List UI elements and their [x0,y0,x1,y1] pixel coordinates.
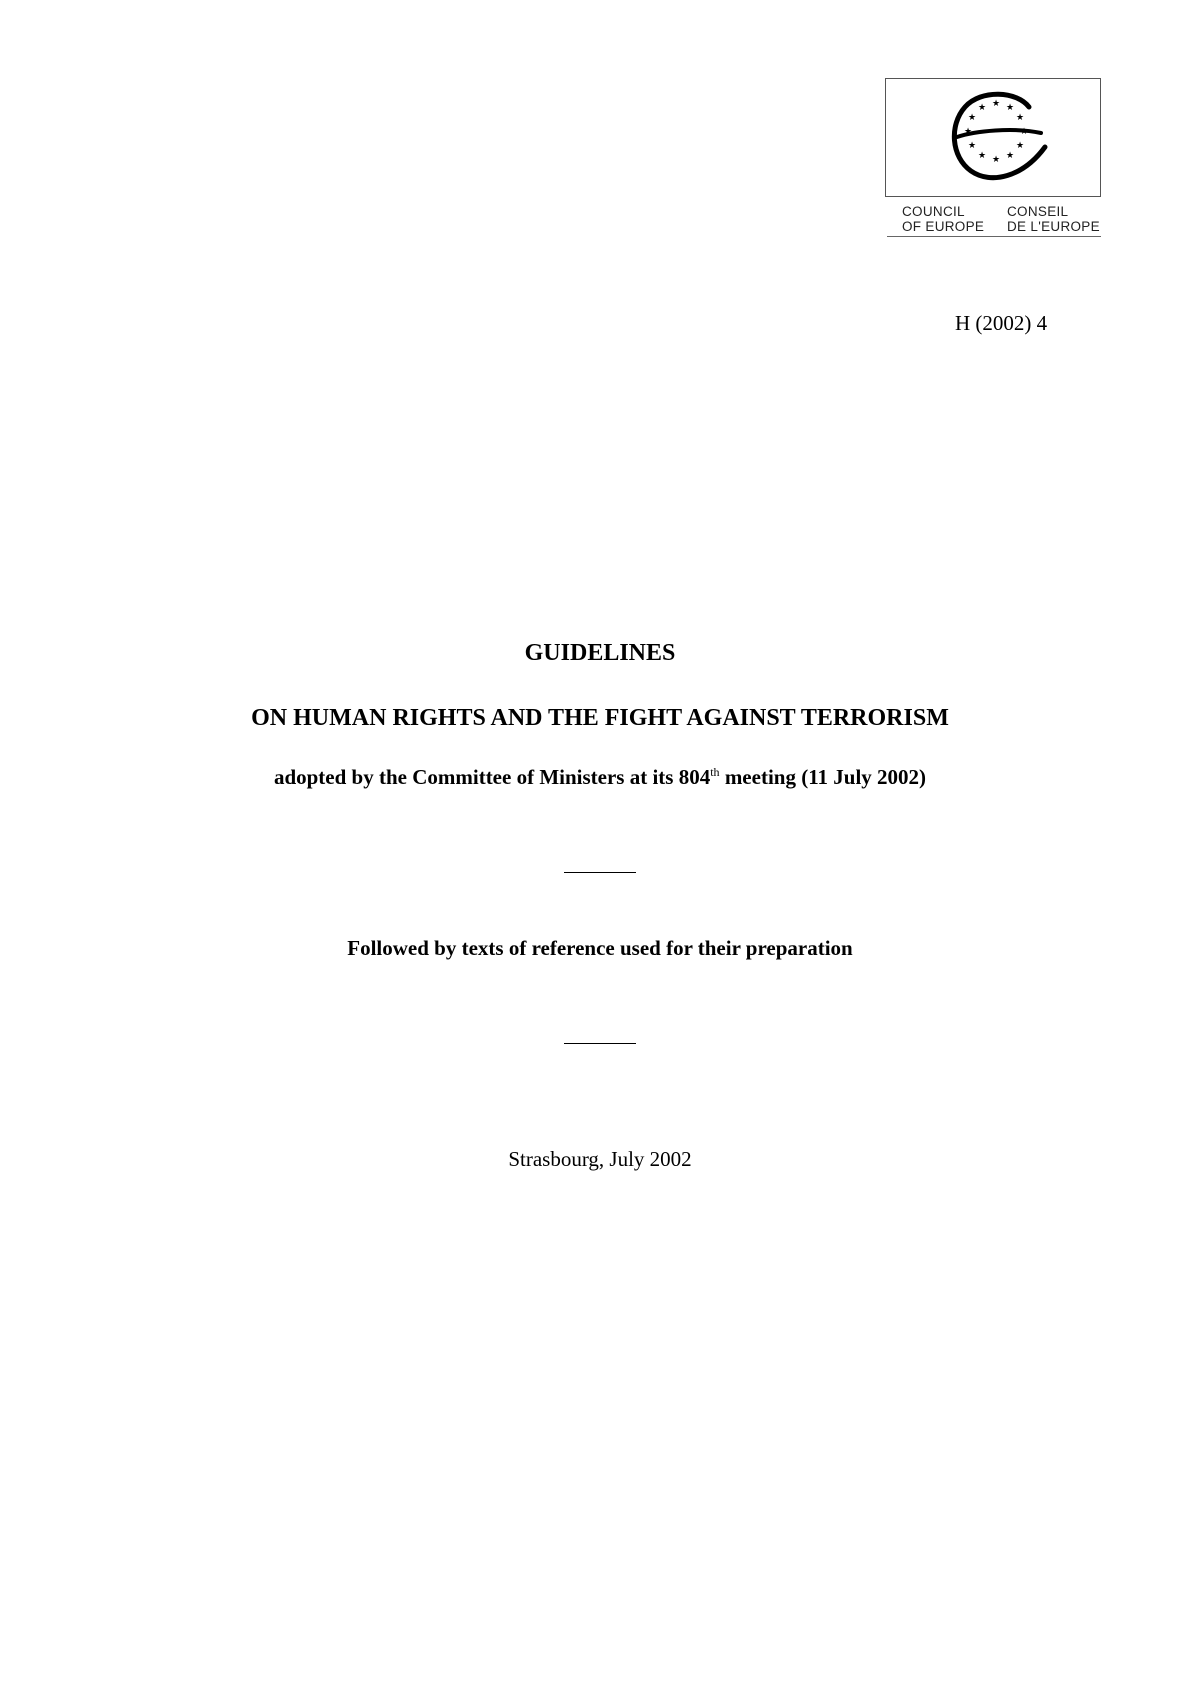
svg-text:★: ★ [1015,113,1025,123]
svg-text:★: ★ [991,99,1001,109]
svg-text:★: ★ [1005,103,1015,113]
svg-text:★: ★ [963,127,973,137]
logo-underline [887,236,1101,237]
separator-line [564,872,636,873]
adoption-statement-ordinal: th [710,765,720,779]
svg-text:★: ★ [991,155,1001,165]
svg-text:★: ★ [967,113,977,123]
logo-caption-fr-line2: DE L'EUROPE [1007,219,1100,234]
document-subtitle: ON HUMAN RIGHTS AND THE FIGHT AGAINST TERRORISM [251,705,949,731]
svg-text:★: ★ [1019,127,1029,137]
council-of-europe-logo [885,78,1101,197]
logo-caption-en-line2: OF EUROPE [902,219,985,234]
adoption-statement [0,765,1200,790]
logo-caption-fr-line1: CONSEIL [1007,204,1069,219]
place-and-date: Strasbourg, July 2002 [508,1147,692,1171]
document-reference: H (2002) 4 [955,311,1048,335]
logo-caption-french [1007,204,1100,234]
council-of-europe-emblem-icon [941,85,1051,189]
separator-line [564,1043,636,1044]
adoption-statement-prefix: adopted by the Committee of Ministers at its 804 [273,765,711,789]
svg-text:★: ★ [977,103,987,113]
logo-caption-english [902,204,984,234]
svg-text:★: ★ [1015,141,1025,151]
document-title: GUIDELINES [524,640,676,666]
followed-by-note: Followed by texts of reference used for their preparation [347,936,853,960]
svg-text:★: ★ [967,141,977,151]
svg-text:★: ★ [1005,151,1015,161]
logo-caption-en-line1: COUNCIL [902,204,965,219]
adoption-statement-suffix: meeting (11 July 2002) [719,765,927,789]
svg-text:★: ★ [977,151,987,161]
